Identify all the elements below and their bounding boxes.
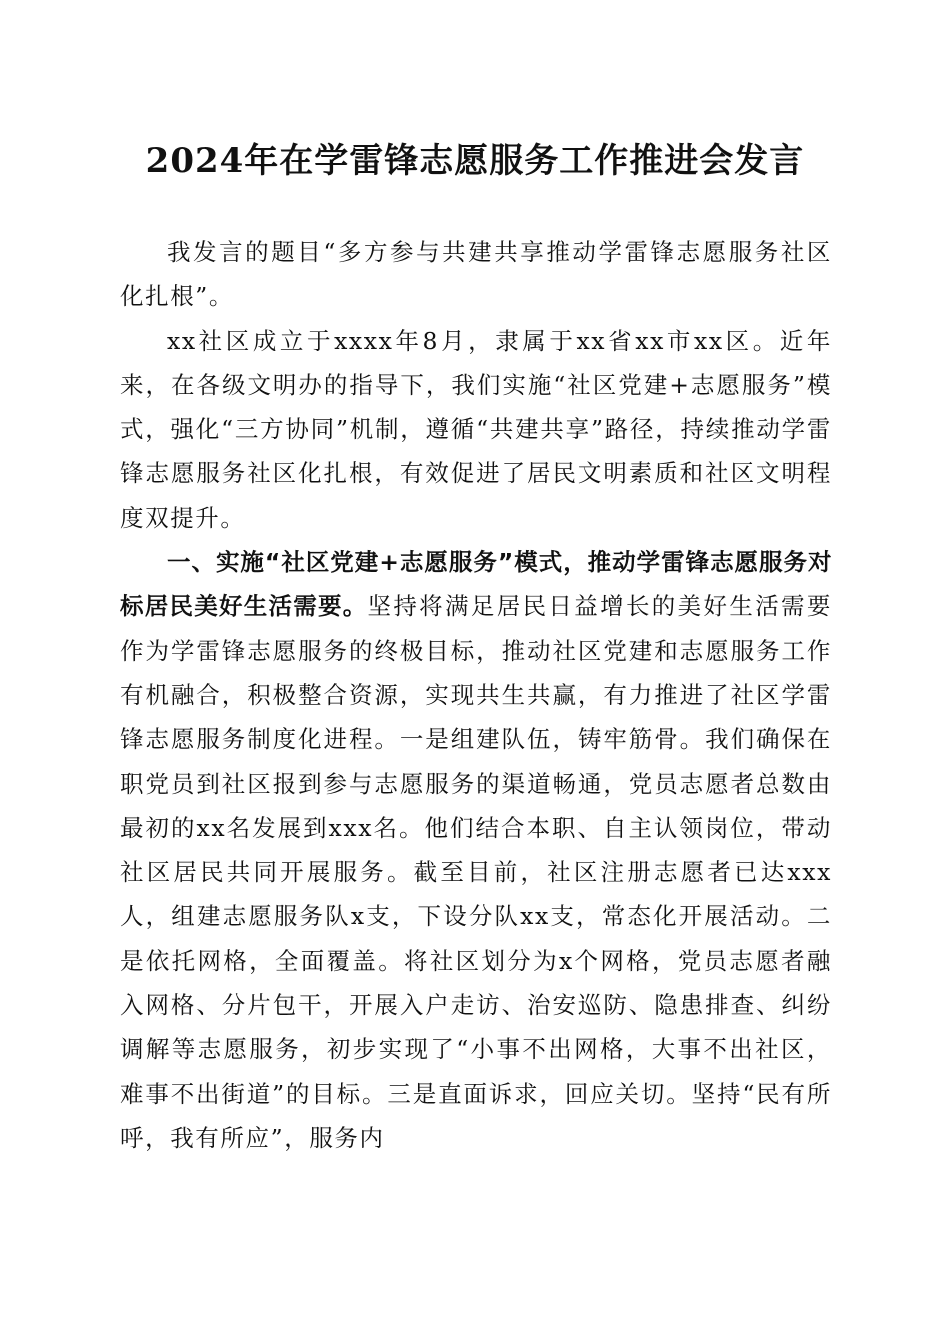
paragraph-text: 坚持将满足居民日益增长的美好生活需要作为学雷锋志愿服务的终极目标，推动社区党建和志愿服务工作有机融合，积极整合资源，实现共生共赢，有力推进了社区学雷锋志愿服务制度化进程。一是组建队伍，铸牢筋骨。我们确保在职党员到社区报到参与志愿服务的渠道畅通，党员志愿者总数由最初的xx名发展到xxx名。他们结合本职、自主认领岗位，带动社区居民共同开展服务。截至目前，社区注册志愿者已达xxx人，组建志愿服务队x支，下设分队xx支，常态化开展活动。二是依托网格，全面覆盖。将社区划分为x个网格，党员志愿者融入网格、分片包干，开展入户走访、治安巡防、隐患排查、纠纷调解等志愿服务，初步实现了“小事不出网格，大事不出社区，难事不出街道”的目标。三是直面诉求，回应关切。坚持“民有所呼，我有所应”，服务内 bbox=[120, 592, 832, 1152]
paragraph-text: xx社区成立于xxxx年8月，隶属于xx省xx市xx区。近年来，在各级文明办的指导下，我们实施“社区党建+志愿服务”模式，强化“三方协同”机制，遵循“共建共享”路径，持续推动学雷锋志愿服务社区化扎根，有效促进了居民文明素质和社区文明程度双提升。 bbox=[120, 326, 832, 532]
paragraph-intro bbox=[120, 319, 832, 540]
paragraph-section-one bbox=[120, 540, 832, 1160]
document-body bbox=[120, 230, 832, 1160]
paragraph-topic bbox=[120, 230, 832, 319]
document-title: 2024年在学雷锋志愿服务工作推进会发言 bbox=[145, 141, 805, 181]
paragraph-text: 我发言的题目“多方参与共建共享推动学雷锋志愿服务社区化扎根”。 bbox=[120, 238, 832, 311]
section-heading: 一、实施“社区党建+志愿服务”模式，推动学雷锋志愿服务对标居民美好生活需要。 bbox=[120, 548, 832, 621]
